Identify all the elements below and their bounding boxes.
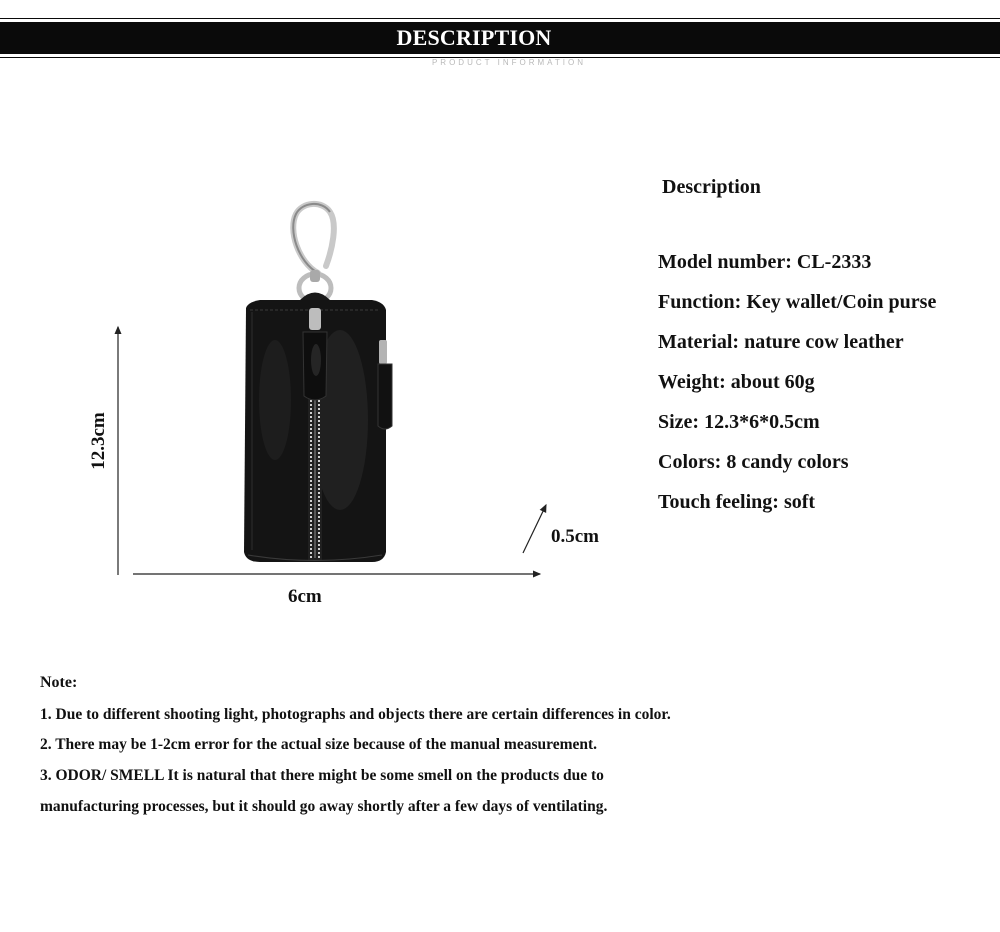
note-title: Note: bbox=[40, 674, 78, 691]
spec-weight: Weight: about 60g bbox=[658, 371, 815, 393]
depth-dimension-label: 0.5cm bbox=[551, 526, 600, 547]
width-dimension-label: 6cm bbox=[288, 586, 322, 607]
depth-arrow bbox=[523, 505, 546, 553]
spec-touch-feeling: Touch feeling: soft bbox=[658, 491, 816, 513]
spec-material: Material: nature cow leather bbox=[658, 331, 904, 353]
height-dimension-label: 12.3cm bbox=[88, 412, 109, 470]
spec-size: Size: 12.3*6*0.5cm bbox=[658, 411, 820, 433]
note-line: 1. Due to different shooting light, photographs and objects there are certain differences in color. bbox=[40, 706, 671, 723]
spec-list bbox=[658, 246, 936, 526]
spec-function: Function: Key wallet/Coin purse bbox=[658, 291, 937, 313]
header-subtitle: PRODUCT INFORMATION bbox=[431, 58, 587, 67]
header-title: DESCRIPTION bbox=[396, 25, 552, 50]
note-line: 3. ODOR/ SMELL It is natural that there might be some smell on the products due to bbox=[40, 767, 604, 784]
note-line: manufacturing processes, but it should go away shortly after a few days of ventilating. bbox=[40, 798, 608, 815]
leather-key-wallet-image bbox=[230, 200, 405, 580]
note-line: 2. There may be 1-2cm error for the actual size because of the manual measurement. bbox=[40, 736, 598, 753]
spec-heading: Description bbox=[662, 176, 761, 198]
spec-model-number: Model number: CL-2333 bbox=[658, 251, 872, 273]
spec-colors: Colors: 8 candy colors bbox=[658, 451, 849, 473]
